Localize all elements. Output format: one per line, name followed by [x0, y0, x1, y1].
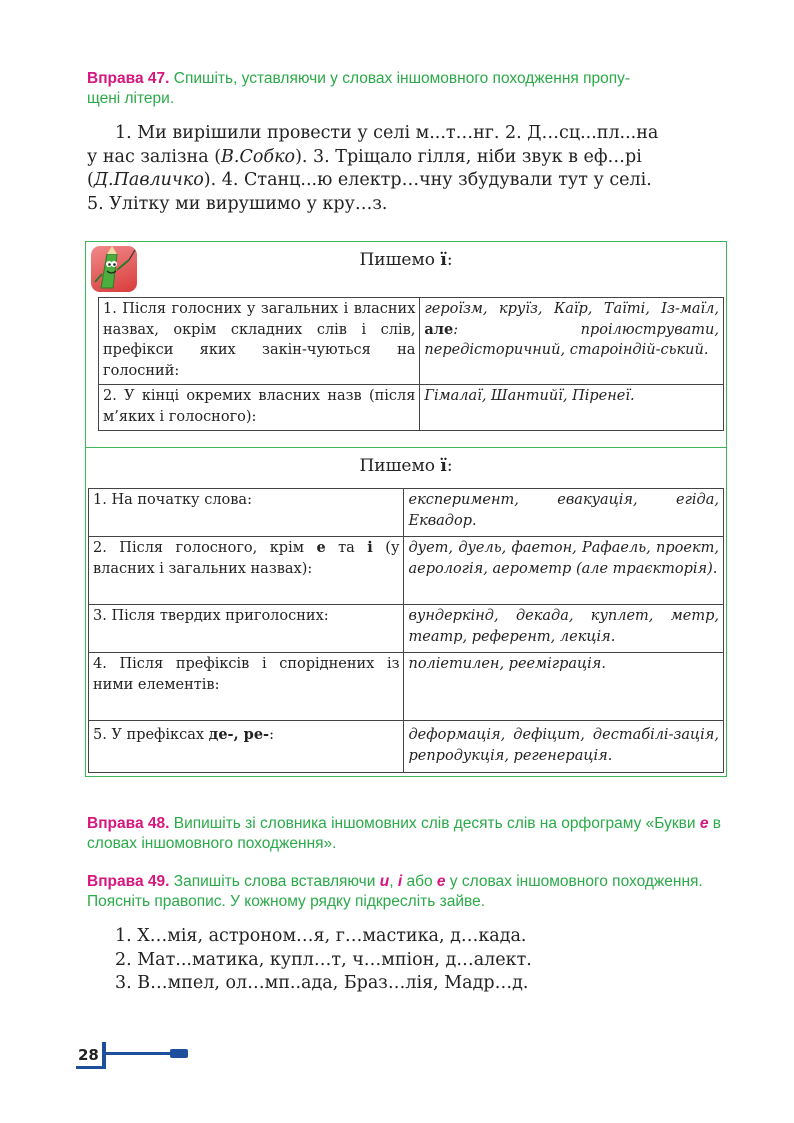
sentence-line-2: [87, 146, 729, 170]
exercise-49-letter-1: и: [379, 873, 390, 890]
rule-text-a: 5. У префіксах: [93, 727, 209, 743]
box-2-table: [88, 488, 724, 773]
box-2-title-post: :: [446, 456, 453, 476]
example-cell: [420, 298, 724, 385]
exercise-49-sep-1: ,: [389, 873, 398, 890]
sentence-line-1: 1. Ми вирішили провести у селі м...т…нг. 2. Д…сц...пл...на: [115, 123, 659, 143]
table-row: [89, 537, 724, 605]
footer-ornament-icon: [170, 1049, 188, 1058]
rule-text-b: :: [269, 727, 274, 743]
box-1-table: [98, 297, 724, 431]
example-cell: вундеркінд, декада, куплет, метр, театр, референт, лекція.: [404, 605, 724, 653]
box-divider: [86, 447, 726, 448]
rule-text-a: 2. Після голосного, крім: [93, 540, 317, 556]
box-2-title: [86, 456, 726, 476]
exercise-49-instruction: [87, 872, 729, 912]
table-row: [89, 653, 724, 721]
author-sobko: В.Собко: [221, 146, 296, 167]
rule-text-mid: та: [325, 540, 368, 556]
word-line-1: 1. Х…мія, астроном…я, г…мастика, д…када.: [115, 926, 527, 946]
box-2-title-letter: ї: [440, 456, 447, 476]
exercise-48-label: Вправа 48.: [87, 815, 170, 832]
rule-text-b: (у власних і загальних назвах):: [93, 540, 400, 577]
exercise-48-text-2: в словах іншомовного походження».: [87, 815, 722, 852]
rule-cell: 1. Після голосних у загальних і власних назвах, окрім складних слів і слів, префікси яких закін-чуються на голосний:: [99, 298, 420, 385]
rule-cell: 3. Після твердих приголосних:: [89, 605, 404, 653]
example-cell: Гімалаї, Шантийї, Піренеї.: [420, 385, 724, 431]
exercise-49-text: Запишіть слова вставляючи: [169, 873, 380, 890]
rule-cell: 4. Після префіксів і споріднених із ними елементів:: [89, 653, 404, 721]
box-2-title-pre: Пишемо: [359, 456, 441, 476]
sentence-line-3-a: (: [87, 170, 94, 190]
sentence-line-2-c: ). 3. Тріщало гілля, ніби звук в еф…рі: [295, 146, 642, 167]
exercise-47-text-2: щені літери.: [87, 90, 175, 107]
rule-letter-e: е: [316, 539, 326, 556]
rule-cell: 1. На початку слова:: [89, 489, 404, 537]
page-number: 28: [78, 1046, 99, 1064]
example-cell: поліетилен, реемiграція.: [404, 653, 724, 721]
table-row: [89, 489, 724, 537]
example-cell: експеримент, евакуація, егіда, Еквадор.: [404, 489, 724, 537]
box-1-title: [86, 250, 726, 270]
example-text-a: героїзм, круїз, Каїр, Таїті, Із-маїл,: [424, 301, 719, 317]
exercise-49-text-2: у словах іншомовного походження. Поясніть правопис. У кожному рядку підкресліть зайве.: [87, 873, 703, 910]
word-line-2: 2. Мат...матика, купл…т, ч…мпіон, д…алект.: [115, 949, 532, 970]
example-cell: дует, дуель, фаетон, Рафаель, проект, аерологія, аерометр (але траєкторія).: [404, 537, 724, 605]
rules-box: [85, 241, 727, 777]
sentence-line-4: 5. Улітку ми вирушимо у кру…з.: [87, 193, 388, 214]
rule-prefixes: де-, ре-: [208, 726, 270, 743]
author-pavlychko: Д.Павличко: [93, 170, 204, 190]
exercise-48-instruction: [87, 814, 729, 854]
table-row: [99, 298, 724, 385]
exercise-49-sep-2: або: [402, 873, 437, 890]
exercise-48-letter: е: [699, 815, 709, 832]
exercise-49-letter-2: і: [397, 873, 403, 890]
example-cell: деформація, дефіцит, дестабілі-зація, репродукція, регенерація.: [404, 721, 724, 773]
box-1-title-letter: ї: [440, 250, 447, 270]
box-1-title-pre: Пишемо: [359, 250, 441, 270]
example-but: але: [424, 320, 454, 338]
table-row: [89, 721, 724, 773]
exercise-49-word-lines: [115, 925, 532, 996]
footer-bar: [102, 1042, 106, 1068]
rule-cell: [89, 537, 404, 605]
exercise-49-label: Вправа 49.: [87, 873, 170, 890]
exercise-48-text: Випишіть зі словника іншомовних слів десять слів на орфограму «Букви: [169, 815, 700, 832]
box-1-title-post: :: [446, 250, 453, 270]
exercise-49-letter-3: е: [436, 873, 446, 890]
rule-cell: 2. У кінці окремих власних назв (після м’яких і голосного):: [99, 385, 420, 431]
exercise-47-text: Спишіть, уставляючи у словах іншомовного походження пропу-: [169, 70, 631, 87]
exercise-47-sentences: [87, 122, 729, 216]
sentence-line-2-a: у нас залізна (: [87, 146, 222, 167]
word-line-3: 3. В…мпел, ол…мп..ада, Браз…лія, Мадр…д.: [115, 973, 529, 993]
exercise-47-instruction: [87, 69, 729, 109]
sentence-line-3-c: ). 4. Станц...ю електр…чну збудували тут у селі.: [203, 170, 652, 190]
sentence-line-3: [87, 169, 729, 193]
rule-letter-i: і: [367, 539, 373, 556]
exercise-47-label: Вправа 47.: [87, 70, 170, 87]
example-text-b: : проілюструвати, передісторичний, староіндій-ський.: [424, 321, 719, 358]
footer-bottom-line: [76, 1066, 106, 1069]
table-row: [89, 605, 724, 653]
rule-cell: [89, 721, 404, 773]
table-row: [99, 385, 724, 431]
